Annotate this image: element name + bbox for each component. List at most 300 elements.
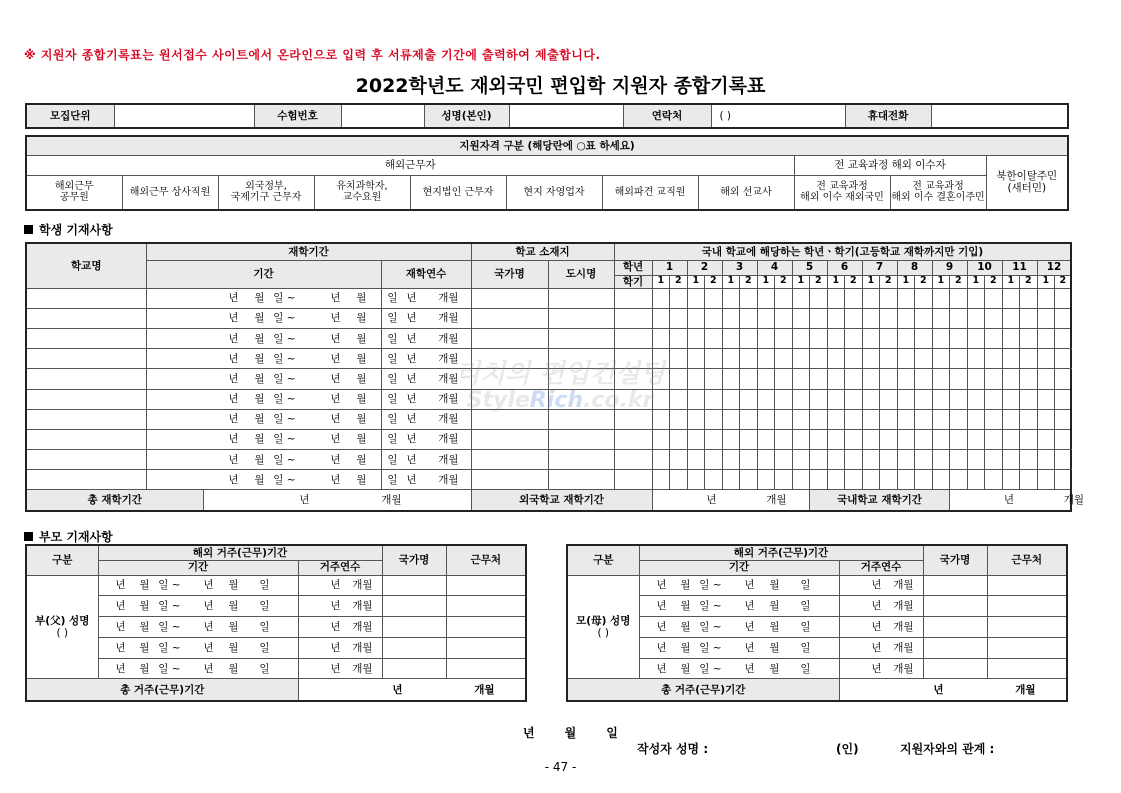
semester-check-cell[interactable] bbox=[827, 288, 845, 308]
semester-check-cell[interactable] bbox=[862, 470, 880, 490]
eligibility-option-4[interactable] bbox=[314, 175, 410, 210]
residence-period-cell[interactable] bbox=[98, 617, 298, 638]
semester-check-cell[interactable] bbox=[1020, 389, 1038, 409]
semester-check-cell[interactable] bbox=[985, 470, 1003, 490]
residence-period-cell[interactable] bbox=[639, 637, 839, 658]
exam-number-field[interactable] bbox=[341, 104, 424, 128]
workplace-cell[interactable] bbox=[987, 637, 1067, 658]
semester-check-cell[interactable] bbox=[932, 389, 950, 409]
school-name-cell[interactable] bbox=[26, 470, 146, 490]
semester-check-cell[interactable] bbox=[845, 328, 863, 348]
semester-check-cell[interactable] bbox=[705, 429, 723, 449]
residence-period-cell[interactable] bbox=[98, 596, 298, 617]
semester-check-cell[interactable] bbox=[897, 308, 915, 328]
semester-check-cell[interactable] bbox=[915, 429, 933, 449]
semester-check-cell[interactable] bbox=[775, 450, 793, 470]
semester-check-cell[interactable] bbox=[652, 288, 670, 308]
contact-field[interactable]: ( ) bbox=[711, 104, 845, 128]
country-cell[interactable] bbox=[382, 596, 446, 617]
eligibility-option-1[interactable] bbox=[26, 175, 122, 210]
semester-check-cell[interactable] bbox=[862, 429, 880, 449]
father-name-cell[interactable] bbox=[26, 575, 98, 679]
semester-check-cell[interactable] bbox=[950, 470, 968, 490]
semester-check-cell[interactable] bbox=[1020, 328, 1038, 348]
country-cell[interactable] bbox=[471, 349, 548, 369]
period-cell[interactable] bbox=[146, 470, 398, 490]
semester-check-cell[interactable] bbox=[757, 409, 775, 429]
semester-check-cell[interactable] bbox=[880, 349, 898, 369]
semester-check-cell[interactable] bbox=[810, 470, 828, 490]
semester-check-cell[interactable] bbox=[845, 389, 863, 409]
semester-check-cell[interactable] bbox=[967, 450, 985, 470]
semester-check-cell[interactable] bbox=[1055, 450, 1072, 470]
semester-check-cell[interactable] bbox=[740, 450, 758, 470]
semester-check-cell[interactable] bbox=[670, 450, 688, 470]
years-cell[interactable] bbox=[381, 328, 471, 348]
semester-check-cell[interactable] bbox=[740, 328, 758, 348]
semester-check-cell[interactable] bbox=[915, 450, 933, 470]
semester-check-cell[interactable] bbox=[652, 328, 670, 348]
period-cell[interactable] bbox=[146, 328, 398, 348]
semester-check-cell[interactable] bbox=[862, 308, 880, 328]
city-cell[interactable] bbox=[548, 308, 614, 328]
semester-check-cell[interactable] bbox=[1037, 389, 1055, 409]
semester-check-cell[interactable] bbox=[1002, 389, 1020, 409]
semester-check-cell[interactable] bbox=[950, 369, 968, 389]
semester-check-cell[interactable] bbox=[810, 308, 828, 328]
semester-check-cell[interactable] bbox=[687, 308, 705, 328]
semester-check-cell[interactable] bbox=[950, 450, 968, 470]
semester-check-cell[interactable] bbox=[740, 389, 758, 409]
mobile-field[interactable] bbox=[931, 104, 1068, 128]
semester-check-cell[interactable] bbox=[687, 349, 705, 369]
semester-check-cell[interactable] bbox=[757, 450, 775, 470]
semester-check-cell[interactable] bbox=[897, 349, 915, 369]
years-cell[interactable] bbox=[381, 349, 471, 369]
semester-check-cell[interactable] bbox=[915, 389, 933, 409]
semester-check-cell[interactable] bbox=[1037, 470, 1055, 490]
semester-check-cell[interactable] bbox=[652, 450, 670, 470]
semester-check-cell[interactable] bbox=[897, 288, 915, 308]
semester-check-cell[interactable] bbox=[722, 389, 740, 409]
semester-check-cell[interactable] bbox=[1037, 288, 1055, 308]
eligibility-option-3[interactable] bbox=[218, 175, 314, 210]
semester-check-cell[interactable] bbox=[722, 409, 740, 429]
semester-check-cell[interactable] bbox=[1020, 349, 1038, 369]
city-cell[interactable] bbox=[548, 288, 614, 308]
semester-check-cell[interactable] bbox=[862, 369, 880, 389]
semester-check-cell[interactable] bbox=[862, 409, 880, 429]
semester-check-cell[interactable] bbox=[897, 369, 915, 389]
semester-check-cell[interactable] bbox=[1037, 349, 1055, 369]
country-cell[interactable] bbox=[471, 409, 548, 429]
total-period-value[interactable] bbox=[203, 490, 471, 511]
semester-check-cell[interactable] bbox=[967, 429, 985, 449]
country-cell[interactable] bbox=[471, 308, 548, 328]
semester-check-cell[interactable] bbox=[1002, 288, 1020, 308]
semester-check-cell[interactable] bbox=[670, 429, 688, 449]
city-cell[interactable] bbox=[548, 349, 614, 369]
semester-check-cell[interactable] bbox=[932, 450, 950, 470]
workplace-cell[interactable] bbox=[446, 658, 526, 679]
semester-check-cell[interactable] bbox=[845, 429, 863, 449]
residence-period-cell[interactable] bbox=[98, 637, 298, 658]
semester-check-cell[interactable] bbox=[950, 328, 968, 348]
semester-check-cell[interactable] bbox=[757, 369, 775, 389]
residence-years-cell[interactable] bbox=[839, 637, 923, 658]
semester-check-cell[interactable] bbox=[810, 450, 828, 470]
total-residence-value[interactable] bbox=[839, 679, 1067, 701]
semester-check-cell[interactable] bbox=[1037, 308, 1055, 328]
semester-check-cell[interactable] bbox=[775, 389, 793, 409]
semester-check-cell[interactable] bbox=[932, 429, 950, 449]
semester-check-cell[interactable] bbox=[880, 389, 898, 409]
semester-check-cell[interactable] bbox=[967, 349, 985, 369]
semester-check-cell[interactable] bbox=[985, 450, 1003, 470]
semester-check-cell[interactable] bbox=[950, 409, 968, 429]
country-cell[interactable] bbox=[382, 575, 446, 596]
semester-check-cell[interactable] bbox=[897, 429, 915, 449]
semester-check-cell[interactable] bbox=[880, 308, 898, 328]
residence-years-cell[interactable] bbox=[298, 617, 382, 638]
school-name-cell[interactable] bbox=[26, 349, 146, 369]
period-cell[interactable] bbox=[146, 389, 398, 409]
semester-check-cell[interactable] bbox=[967, 288, 985, 308]
residence-years-cell[interactable] bbox=[839, 617, 923, 638]
period-cell[interactable] bbox=[146, 369, 398, 389]
period-cell[interactable] bbox=[146, 349, 398, 369]
semester-check-cell[interactable] bbox=[827, 308, 845, 328]
workplace-cell[interactable] bbox=[446, 596, 526, 617]
semester-check-cell[interactable] bbox=[862, 349, 880, 369]
school-name-cell[interactable] bbox=[26, 288, 146, 308]
semester-check-cell[interactable] bbox=[915, 409, 933, 429]
semester-check-cell[interactable] bbox=[932, 470, 950, 490]
semester-check-cell[interactable] bbox=[722, 470, 740, 490]
semester-check-cell[interactable] bbox=[845, 349, 863, 369]
semester-check-cell[interactable] bbox=[1055, 369, 1072, 389]
eligibility-option-7[interactable] bbox=[602, 175, 698, 210]
semester-check-cell[interactable] bbox=[827, 470, 845, 490]
semester-check-cell[interactable] bbox=[670, 308, 688, 328]
semester-check-cell[interactable] bbox=[687, 369, 705, 389]
workplace-cell[interactable] bbox=[987, 596, 1067, 617]
school-name-cell[interactable] bbox=[26, 450, 146, 470]
semester-check-cell[interactable] bbox=[862, 450, 880, 470]
semester-check-cell[interactable] bbox=[722, 308, 740, 328]
semester-check-cell[interactable] bbox=[1037, 429, 1055, 449]
school-name-cell[interactable] bbox=[26, 429, 146, 449]
semester-check-cell[interactable] bbox=[967, 308, 985, 328]
semester-check-cell[interactable] bbox=[705, 389, 723, 409]
semester-check-cell[interactable] bbox=[897, 409, 915, 429]
semester-check-cell[interactable] bbox=[740, 470, 758, 490]
semester-check-cell[interactable] bbox=[985, 369, 1003, 389]
residence-years-cell[interactable] bbox=[298, 596, 382, 617]
semester-check-cell[interactable] bbox=[1037, 328, 1055, 348]
residence-years-cell[interactable] bbox=[839, 575, 923, 596]
semester-check-cell[interactable] bbox=[792, 450, 810, 470]
domestic-period-value[interactable] bbox=[950, 490, 1084, 511]
semester-check-cell[interactable] bbox=[897, 389, 915, 409]
semester-check-cell[interactable] bbox=[687, 409, 705, 429]
semester-check-cell[interactable] bbox=[845, 450, 863, 470]
semester-check-cell[interactable] bbox=[775, 308, 793, 328]
semester-check-cell[interactable] bbox=[967, 409, 985, 429]
semester-check-cell[interactable] bbox=[670, 389, 688, 409]
city-cell[interactable] bbox=[548, 450, 614, 470]
semester-check-cell[interactable] bbox=[880, 429, 898, 449]
eligibility-option-9[interactable] bbox=[794, 175, 890, 210]
semester-check-cell[interactable] bbox=[792, 369, 810, 389]
semester-check-cell[interactable] bbox=[932, 308, 950, 328]
residence-period-cell[interactable] bbox=[639, 658, 839, 679]
eligibility-option-6[interactable] bbox=[506, 175, 602, 210]
semester-check-cell[interactable] bbox=[862, 288, 880, 308]
semester-check-cell[interactable] bbox=[810, 429, 828, 449]
country-cell[interactable] bbox=[382, 658, 446, 679]
semester-check-cell[interactable] bbox=[880, 450, 898, 470]
semester-check-cell[interactable] bbox=[740, 288, 758, 308]
semester-check-cell[interactable] bbox=[1002, 369, 1020, 389]
semester-check-cell[interactable] bbox=[827, 369, 845, 389]
semester-check-cell[interactable] bbox=[1020, 308, 1038, 328]
semester-check-cell[interactable] bbox=[967, 389, 985, 409]
country-cell[interactable] bbox=[471, 470, 548, 490]
semester-check-cell[interactable] bbox=[1037, 409, 1055, 429]
years-cell[interactable] bbox=[381, 369, 471, 389]
workplace-cell[interactable] bbox=[987, 575, 1067, 596]
semester-check-cell[interactable] bbox=[950, 308, 968, 328]
semester-check-cell[interactable] bbox=[915, 470, 933, 490]
semester-check-cell[interactable] bbox=[705, 470, 723, 490]
semester-check-cell[interactable] bbox=[915, 308, 933, 328]
semester-check-cell[interactable] bbox=[670, 409, 688, 429]
semester-check-cell[interactable] bbox=[932, 288, 950, 308]
semester-check-cell[interactable] bbox=[705, 450, 723, 470]
city-cell[interactable] bbox=[548, 369, 614, 389]
semester-check-cell[interactable] bbox=[880, 409, 898, 429]
country-cell[interactable] bbox=[382, 617, 446, 638]
semester-check-cell[interactable] bbox=[915, 369, 933, 389]
semester-check-cell[interactable] bbox=[705, 369, 723, 389]
semester-check-cell[interactable] bbox=[1055, 429, 1072, 449]
semester-check-cell[interactable] bbox=[967, 328, 985, 348]
semester-check-cell[interactable] bbox=[932, 328, 950, 348]
semester-check-cell[interactable] bbox=[1020, 288, 1038, 308]
semester-check-cell[interactable] bbox=[722, 328, 740, 348]
applicant-name-field[interactable] bbox=[509, 104, 623, 128]
semester-check-cell[interactable] bbox=[985, 328, 1003, 348]
city-cell[interactable] bbox=[548, 470, 614, 490]
semester-check-cell[interactable] bbox=[827, 409, 845, 429]
semester-check-cell[interactable] bbox=[1020, 409, 1038, 429]
semester-check-cell[interactable] bbox=[1002, 349, 1020, 369]
workplace-cell[interactable] bbox=[446, 637, 526, 658]
semester-check-cell[interactable] bbox=[775, 409, 793, 429]
semester-check-cell[interactable] bbox=[950, 429, 968, 449]
semester-check-cell[interactable] bbox=[827, 349, 845, 369]
country-cell[interactable] bbox=[923, 637, 987, 658]
period-cell[interactable] bbox=[146, 450, 398, 470]
semester-check-cell[interactable] bbox=[1055, 288, 1072, 308]
semester-check-cell[interactable] bbox=[862, 389, 880, 409]
semester-check-cell[interactable] bbox=[775, 429, 793, 449]
period-cell[interactable] bbox=[146, 308, 398, 328]
semester-check-cell[interactable] bbox=[792, 308, 810, 328]
semester-check-cell[interactable] bbox=[985, 409, 1003, 429]
semester-check-cell[interactable] bbox=[792, 288, 810, 308]
semester-check-cell[interactable] bbox=[880, 470, 898, 490]
school-name-cell[interactable] bbox=[26, 308, 146, 328]
semester-check-cell[interactable] bbox=[950, 389, 968, 409]
semester-check-cell[interactable] bbox=[757, 349, 775, 369]
semester-check-cell[interactable] bbox=[1020, 470, 1038, 490]
semester-check-cell[interactable] bbox=[705, 308, 723, 328]
semester-check-cell[interactable] bbox=[740, 369, 758, 389]
semester-check-cell[interactable] bbox=[792, 470, 810, 490]
semester-check-cell[interactable] bbox=[827, 429, 845, 449]
semester-check-cell[interactable] bbox=[1002, 429, 1020, 449]
semester-check-cell[interactable] bbox=[705, 328, 723, 348]
semester-check-cell[interactable] bbox=[775, 288, 793, 308]
country-cell[interactable] bbox=[923, 596, 987, 617]
semester-check-cell[interactable] bbox=[670, 349, 688, 369]
eligibility-option-10[interactable] bbox=[890, 175, 986, 210]
semester-check-cell[interactable] bbox=[985, 308, 1003, 328]
semester-check-cell[interactable] bbox=[722, 369, 740, 389]
workplace-cell[interactable] bbox=[987, 658, 1067, 679]
semester-check-cell[interactable] bbox=[1055, 389, 1072, 409]
semester-check-cell[interactable] bbox=[792, 349, 810, 369]
semester-check-cell[interactable] bbox=[722, 288, 740, 308]
semester-check-cell[interactable] bbox=[792, 389, 810, 409]
country-cell[interactable] bbox=[471, 429, 548, 449]
eligibility-option-8[interactable] bbox=[698, 175, 794, 210]
semester-check-cell[interactable] bbox=[897, 450, 915, 470]
residence-years-cell[interactable] bbox=[298, 658, 382, 679]
semester-check-cell[interactable] bbox=[1055, 409, 1072, 429]
semester-check-cell[interactable] bbox=[915, 288, 933, 308]
semester-check-cell[interactable] bbox=[810, 288, 828, 308]
semester-check-cell[interactable] bbox=[1020, 369, 1038, 389]
semester-check-cell[interactable] bbox=[670, 288, 688, 308]
residence-period-cell[interactable] bbox=[639, 575, 839, 596]
semester-check-cell[interactable] bbox=[845, 409, 863, 429]
semester-check-cell[interactable] bbox=[670, 470, 688, 490]
semester-check-cell[interactable] bbox=[827, 389, 845, 409]
semester-check-cell[interactable] bbox=[775, 470, 793, 490]
semester-check-cell[interactable] bbox=[915, 349, 933, 369]
semester-check-cell[interactable] bbox=[775, 328, 793, 348]
semester-check-cell[interactable] bbox=[932, 409, 950, 429]
country-cell[interactable] bbox=[471, 389, 548, 409]
semester-check-cell[interactable] bbox=[810, 328, 828, 348]
country-cell[interactable] bbox=[471, 369, 548, 389]
semester-check-cell[interactable] bbox=[1055, 308, 1072, 328]
semester-check-cell[interactable] bbox=[687, 450, 705, 470]
semester-check-cell[interactable] bbox=[880, 369, 898, 389]
semester-check-cell[interactable] bbox=[845, 369, 863, 389]
semester-check-cell[interactable] bbox=[1020, 429, 1038, 449]
semester-check-cell[interactable] bbox=[740, 409, 758, 429]
eligibility-option-2[interactable] bbox=[122, 175, 218, 210]
residence-years-cell[interactable] bbox=[839, 658, 923, 679]
semester-check-cell[interactable] bbox=[740, 308, 758, 328]
semester-check-cell[interactable] bbox=[670, 369, 688, 389]
semester-check-cell[interactable] bbox=[1002, 470, 1020, 490]
semester-check-cell[interactable] bbox=[897, 328, 915, 348]
semester-check-cell[interactable] bbox=[810, 349, 828, 369]
semester-check-cell[interactable] bbox=[1002, 409, 1020, 429]
country-cell[interactable] bbox=[923, 575, 987, 596]
semester-check-cell[interactable] bbox=[757, 288, 775, 308]
semester-check-cell[interactable] bbox=[985, 389, 1003, 409]
semester-check-cell[interactable] bbox=[1002, 328, 1020, 348]
semester-check-cell[interactable] bbox=[915, 328, 933, 348]
recruit-unit-field[interactable] bbox=[114, 104, 254, 128]
residence-period-cell[interactable] bbox=[639, 617, 839, 638]
semester-check-cell[interactable] bbox=[652, 470, 670, 490]
city-cell[interactable] bbox=[548, 429, 614, 449]
semester-check-cell[interactable] bbox=[810, 409, 828, 429]
semester-check-cell[interactable] bbox=[1055, 470, 1072, 490]
country-cell[interactable] bbox=[471, 450, 548, 470]
workplace-cell[interactable] bbox=[446, 617, 526, 638]
semester-check-cell[interactable] bbox=[845, 470, 863, 490]
school-name-cell[interactable] bbox=[26, 328, 146, 348]
semester-check-cell[interactable] bbox=[792, 409, 810, 429]
semester-check-cell[interactable] bbox=[705, 288, 723, 308]
country-cell[interactable] bbox=[471, 328, 548, 348]
years-cell[interactable] bbox=[381, 470, 471, 490]
residence-period-cell[interactable] bbox=[98, 575, 298, 596]
semester-check-cell[interactable] bbox=[705, 409, 723, 429]
semester-check-cell[interactable] bbox=[1020, 450, 1038, 470]
semester-check-cell[interactable] bbox=[722, 429, 740, 449]
semester-check-cell[interactable] bbox=[880, 328, 898, 348]
semester-check-cell[interactable] bbox=[1055, 328, 1072, 348]
semester-check-cell[interactable] bbox=[775, 349, 793, 369]
semester-check-cell[interactable] bbox=[652, 409, 670, 429]
period-cell[interactable] bbox=[146, 409, 398, 429]
city-cell[interactable] bbox=[548, 389, 614, 409]
workplace-cell[interactable] bbox=[987, 617, 1067, 638]
semester-check-cell[interactable] bbox=[880, 288, 898, 308]
semester-check-cell[interactable] bbox=[827, 450, 845, 470]
semester-check-cell[interactable] bbox=[985, 429, 1003, 449]
semester-check-cell[interactable] bbox=[827, 328, 845, 348]
semester-check-cell[interactable] bbox=[1055, 349, 1072, 369]
semester-check-cell[interactable] bbox=[705, 349, 723, 369]
semester-check-cell[interactable] bbox=[1037, 369, 1055, 389]
semester-check-cell[interactable] bbox=[652, 369, 670, 389]
residence-period-cell[interactable] bbox=[98, 658, 298, 679]
semester-check-cell[interactable] bbox=[810, 389, 828, 409]
semester-check-cell[interactable] bbox=[687, 328, 705, 348]
years-cell[interactable] bbox=[381, 450, 471, 470]
semester-check-cell[interactable] bbox=[740, 429, 758, 449]
semester-check-cell[interactable] bbox=[757, 429, 775, 449]
semester-check-cell[interactable] bbox=[967, 470, 985, 490]
semester-check-cell[interactable] bbox=[845, 288, 863, 308]
semester-check-cell[interactable] bbox=[687, 389, 705, 409]
semester-check-cell[interactable] bbox=[862, 328, 880, 348]
semester-check-cell[interactable] bbox=[652, 389, 670, 409]
semester-check-cell[interactable] bbox=[985, 288, 1003, 308]
semester-check-cell[interactable] bbox=[932, 369, 950, 389]
city-cell[interactable] bbox=[548, 409, 614, 429]
